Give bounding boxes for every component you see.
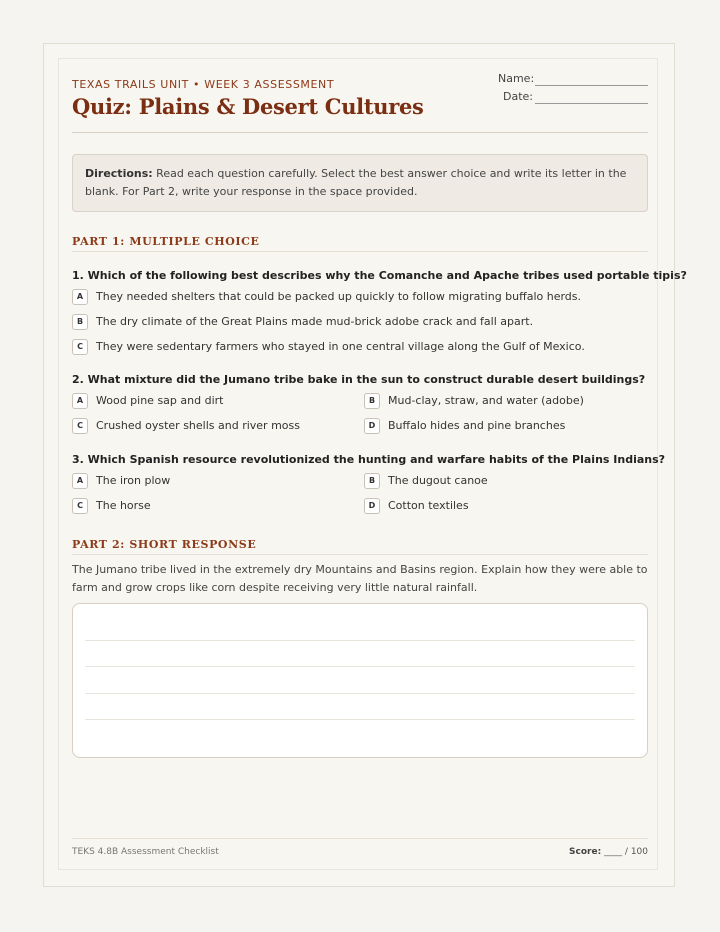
option-text: The iron plow bbox=[96, 474, 171, 487]
unit-kicker: TEXAS TRAILS UNIT • WEEK 3 ASSESSMENT bbox=[72, 78, 335, 91]
option-text: The dugout canoe bbox=[388, 474, 488, 487]
option-letter-badge: A bbox=[72, 473, 88, 489]
question-1: 1. Which of the following best describes why the Comanche and Apache tribes used portable tipis? bbox=[72, 269, 687, 282]
page-title: Quiz: Plains & Desert Cultures bbox=[72, 94, 424, 119]
date-field[interactable] bbox=[535, 103, 648, 104]
footer-divider bbox=[72, 838, 648, 839]
option-letter-badge: A bbox=[72, 289, 88, 305]
part2-divider bbox=[72, 554, 648, 555]
directions-text: Read each question carefully. Select the best answer choice and write its letter in the blank. For Part 2, write your response in the space provided. bbox=[85, 167, 627, 198]
writing-line bbox=[85, 719, 635, 720]
option-letter-badge: B bbox=[364, 393, 380, 409]
header-divider bbox=[72, 132, 648, 133]
name-field[interactable] bbox=[535, 85, 648, 86]
option-text: They were sedentary farmers who stayed in one central village along the Gulf of Mexico. bbox=[96, 340, 585, 353]
option-text: Wood pine sap and dirt bbox=[96, 394, 224, 407]
option-letter-badge: C bbox=[72, 418, 88, 434]
option-text: Cotton textiles bbox=[388, 499, 469, 512]
directions-box bbox=[72, 154, 648, 212]
option-letter-badge: D bbox=[364, 418, 380, 434]
score-value: ____ / 100 bbox=[604, 847, 648, 857]
name-label: Name: bbox=[498, 72, 535, 85]
option-letter-badge: C bbox=[72, 498, 88, 514]
option-text: The dry climate of the Great Plains made mud-brick adobe crack and fall apart. bbox=[96, 315, 534, 328]
option-letter-badge: C bbox=[72, 339, 88, 355]
score-label: Score: bbox=[569, 847, 602, 857]
writing-line bbox=[85, 693, 635, 694]
option-letter-badge: D bbox=[364, 498, 380, 514]
short-response-answer-box[interactable] bbox=[72, 603, 648, 758]
option-letter-badge: B bbox=[364, 473, 380, 489]
short-response-prompt: The Jumano tribe lived in the extremely dry Mountains and Basins region. Explain how they were able to farm and grow crops like corn despite receiving very little natural rainfall. bbox=[72, 563, 648, 594]
part2-heading: PART 2: SHORT RESPONSE bbox=[72, 538, 257, 551]
question-3: 3. Which Spanish resource revolutionized the hunting and warfare habits of the Plains Indians? bbox=[72, 453, 666, 466]
option-letter-badge: A bbox=[72, 393, 88, 409]
footer-checklist-label: TEKS 4.8B Assessment Checklist bbox=[72, 847, 219, 857]
directions-label: Directions: bbox=[85, 167, 153, 180]
question-2: 2. What mixture did the Jumano tribe bake in the sun to construct durable desert buildings? bbox=[72, 373, 646, 386]
date-label: Date: bbox=[503, 90, 533, 103]
option-text: Crushed oyster shells and river moss bbox=[96, 419, 300, 432]
part1-divider bbox=[72, 251, 648, 252]
option-text: The horse bbox=[96, 499, 151, 512]
option-text: Mud-clay, straw, and water (adobe) bbox=[388, 394, 584, 407]
option-text: They needed shelters that could be packed up quickly to follow migrating buffalo herds. bbox=[96, 290, 582, 303]
score-field bbox=[569, 847, 648, 857]
writing-line bbox=[85, 666, 635, 667]
option-text: Buffalo hides and pine branches bbox=[388, 419, 566, 432]
part1-heading: PART 1: MULTIPLE CHOICE bbox=[72, 235, 260, 248]
option-letter-badge: B bbox=[72, 314, 88, 330]
writing-line bbox=[85, 640, 635, 641]
